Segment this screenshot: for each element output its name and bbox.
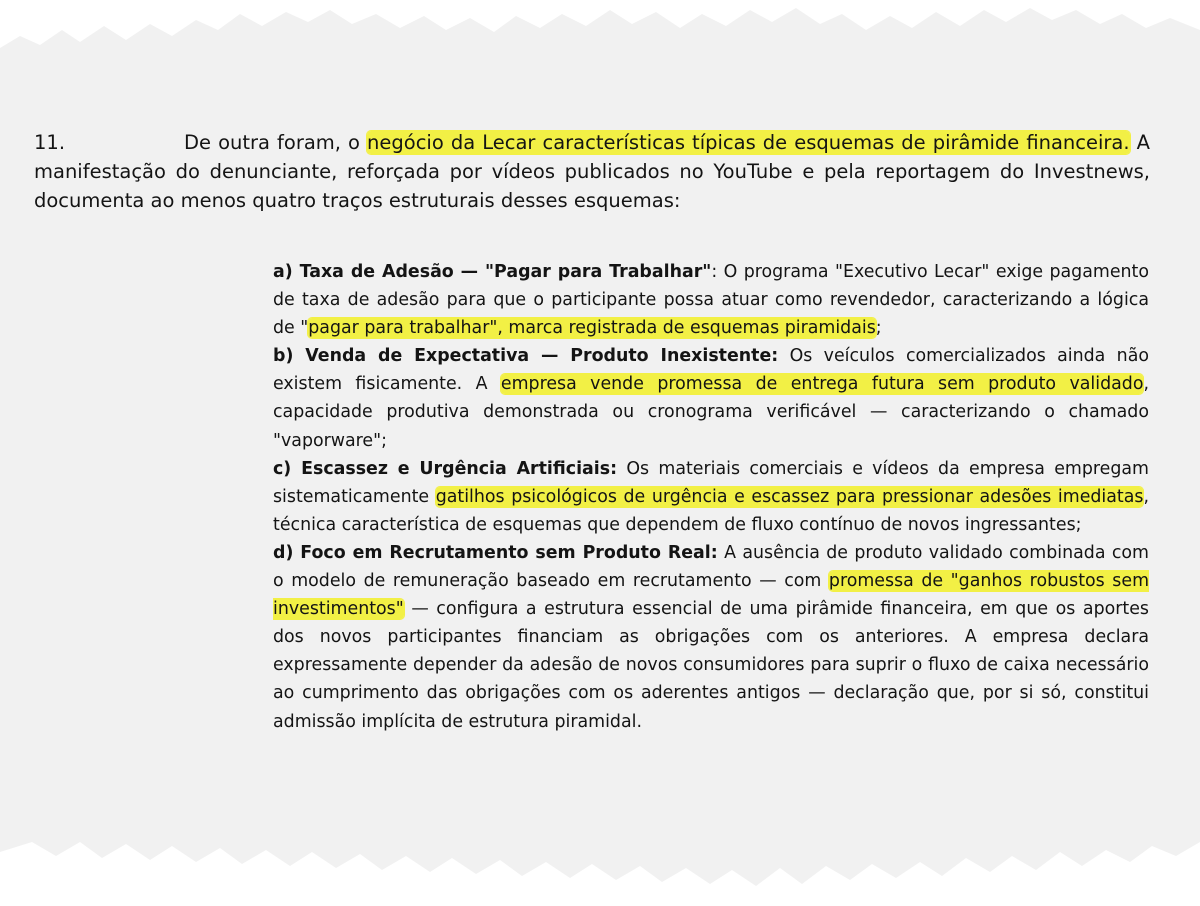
- paragraph-text-1: De outra foram, o: [184, 131, 360, 154]
- item-text-1: Os materiais comerciais e vídeos da empresa empregam sistematicamente: [273, 458, 1149, 507]
- traits-list: [273, 258, 1149, 736]
- item-highlight: promessa de "ganhos robustos sem investimentos": [273, 571, 1150, 620]
- list-item: [273, 258, 1149, 342]
- item-text-2: ;: [875, 318, 882, 339]
- item-title: d) Foco em Recrutamento sem Produto Real:: [273, 542, 718, 563]
- paragraph-number: 11.: [34, 131, 66, 154]
- list-item: [273, 539, 1149, 736]
- item-text-2: — configura a estrutura essencial de uma pirâmide financeira, em que os aportes dos novos participantes financiam as obrigações com os anteriores. A empresa declara expressamente depender da adesão de novos consumidores para suprir o fluxo de caixa necessário ao cumprimento das obrigações com os aderentes antigos — declaração que, por si só, constitui admissão implícita de estrutura piramidal.: [273, 599, 1149, 732]
- item-text-1: : O programa "Executivo Lecar" exige pagamento de taxa de adesão para que o participante possa atuar como revendedor, caracterizando a lógica de ": [273, 262, 1150, 339]
- item-title: b) Venda de Expectativa — Produto Inexistente:: [273, 346, 779, 367]
- list-item: [273, 455, 1149, 539]
- item-text-2: , técnica característica de esquemas que dependem de fluxo contínuo de novos ingressantes;: [273, 486, 1149, 535]
- item-text-1: A ausência de produto validado combinada com o modelo de remuneração baseado em recrutamento — com: [273, 542, 1150, 592]
- item-text-2: , capacidade produtiva demonstrada ou cronograma verificável — caracterizando o chamado "vaporware";: [273, 374, 1149, 451]
- item-highlight: gatilhos psicológicos de urgência e escassez para pressionar adesões imediatas: [435, 486, 1144, 507]
- item-title: c) Escassez e Urgência Artificiais:: [273, 458, 618, 479]
- highlight-piramide: negócio da Lecar características típicas de esquemas de pirâmide financeira.: [367, 131, 1130, 154]
- item-text-1: Os veículos comercializados ainda não existem fisicamente. A: [273, 346, 1149, 395]
- paragraph-11: [34, 128, 1150, 215]
- item-highlight: pagar para trabalhar", marca registrada de esquemas piramidais: [308, 318, 876, 339]
- list-item: [273, 342, 1149, 454]
- item-title: a) Taxa de Adesão — "Pagar para Trabalhar": [273, 262, 712, 282]
- paragraph-text-2: A manifestação do denunciante, reforçada por vídeos publicados no YouTube e pela reportagem do Investnews, documenta ao menos quatro traços estruturais desses esquemas:: [34, 131, 1150, 212]
- item-highlight: empresa vende promessa de entrega futura sem produto validado: [500, 374, 1144, 395]
